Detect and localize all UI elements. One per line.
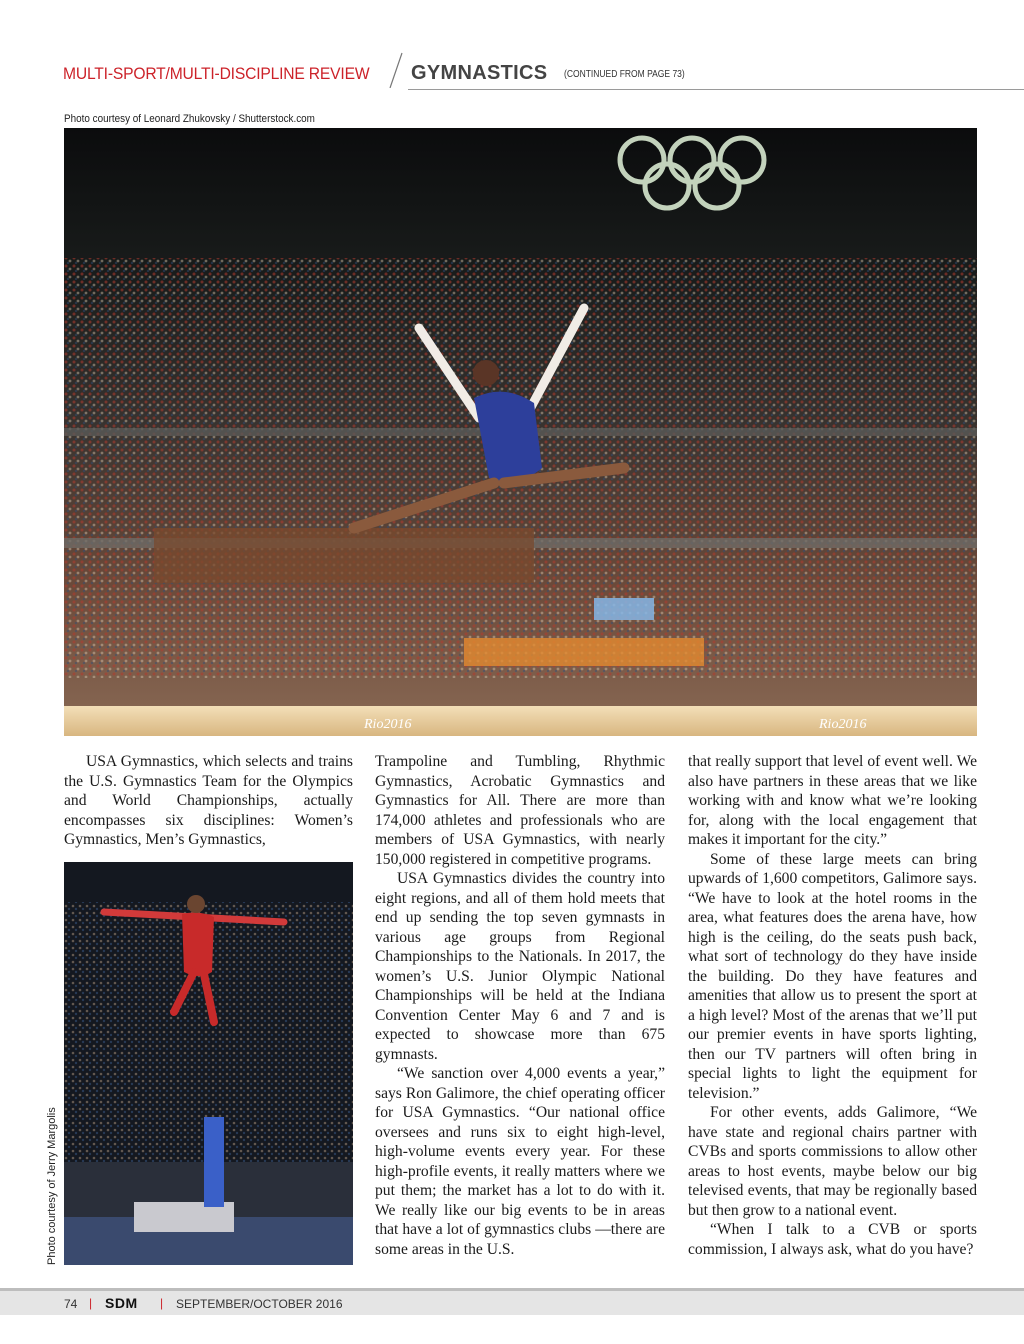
paragraph: Trampoline and Tumbling, Rhythmic Gymnastics, Acrobatic Gymnastics and Gymnastics for All. There are more than 174,000 athletes and professionals who are members of USA Gymnastics, with nearly 150,000 registered in competitive programs. — [375, 753, 665, 868]
paragraph: that really support that level of event well. We also have partners in these areas that we like working with and know what we’re looking for, along with the local engagement that makes it important for the city.” — [688, 753, 977, 848]
column-2 — [375, 752, 665, 1259]
magazine-name: SDM — [105, 1295, 138, 1311]
page-header — [63, 52, 1024, 90]
column-3 — [688, 752, 977, 1259]
paragraph: For other events, adds Galimore, “We have state and regional chairs partner with CVBs and sports commissions to allow other areas to host events, maybe below our big televised events, that may be regionally based but then grow to a national event. — [688, 1104, 977, 1219]
paragraph: “We sanction over 4,000 events a year,” says Ron Galimore, the chief operating officer for USA Gymnastics. “Our national office oversees and runs six to eight high-level, high-volume events every year. For these high-profile events, it really matters where we put them; the market has a lot to do with it. We really like our big events to be in areas that have a lot of gymnastics clubs —there are some areas in the U.S. — [375, 1065, 665, 1258]
beam-logo-right: Rio2016 — [819, 717, 867, 732]
main-photo-credit: Photo courtesy of Leonard Zhukovsky / Shutterstock.com — [64, 113, 315, 125]
column-1 — [64, 752, 353, 850]
paragraph: USA Gymnastics divides the country into eight regions, and all of them hold meets that end up sending the top seven gymnasts in various age groups from Regional Championships to the Nationals. In 2017, the women’s U.S. Junior Olympic National Championships will be held at the Indiana Convention Center May 6 and 7 and is expected to showcase more than 675 gymnasts. — [375, 870, 665, 1063]
footer-separator: | — [89, 1296, 93, 1310]
issue-date: SEPTEMBER/OCTOBER 2016 — [176, 1297, 343, 1311]
second-photo-gymnast — [64, 862, 353, 1265]
beam-logo-left: Rio2016 — [364, 717, 412, 732]
main-photo-balance-beam — [64, 128, 977, 736]
header-slash — [387, 52, 405, 88]
topic-title: GYMNASTICS — [411, 62, 548, 84]
paragraph: Some of these large meets can bring upwards of 1,600 competitors, Galimore says. “We have to look at the hotel rooms in the area, what features does the arena have, how high is the ceiling, do the seats push back, what sort of technology do they have inside the building. Do they have features and amenities that allow us to present the sport at a high level? Most of the arenas that we’ll put our premier events in have sports lighting, then our TV partners will often bring in special lights to light the equipment for television.” — [688, 850, 977, 1102]
paragraph: “When I talk to a CVB or sports commission, I always ask, what do you have? — [688, 1221, 977, 1258]
footer-rule — [0, 1288, 1024, 1291]
section-title: MULTI-SPORT/MULTI-DISCIPLINE REVIEW — [63, 64, 370, 83]
second-photo-credit: Photo courtesy of Jerry Margolis — [46, 1107, 58, 1265]
footer-separator: | — [160, 1296, 164, 1310]
continued-note: (CONTINUED FROM PAGE 73) — [564, 69, 685, 80]
paragraph: USA Gymnastics, which selects and trains the U.S. Gymnastics Team for the Olympics and World Championships, actually encompasses six disciplines: Women’s Gymnastics, Men’s Gymnastics, — [64, 753, 353, 848]
header-rule — [408, 89, 1024, 90]
page-number: 74 — [64, 1297, 78, 1311]
page-footer — [0, 1291, 1024, 1315]
